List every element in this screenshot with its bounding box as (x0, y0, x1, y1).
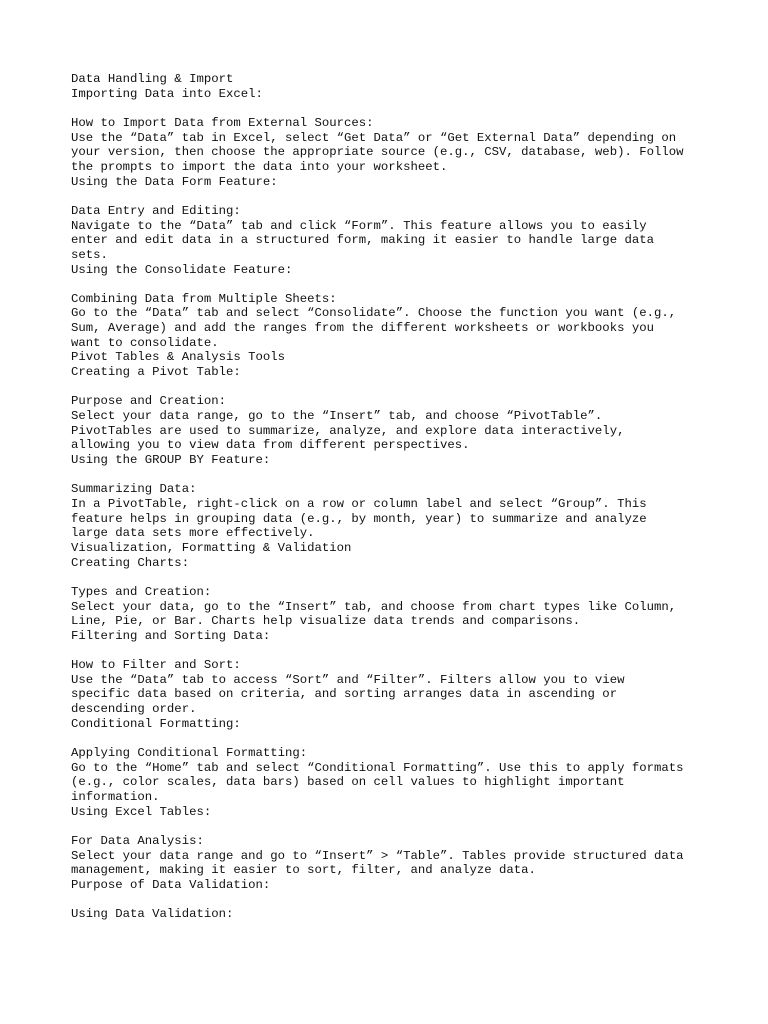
text-line: Using the GROUP BY Feature: (71, 453, 271, 467)
text-line: Filtering and Sorting Data: (71, 628, 271, 643)
text-line: How to Filter and Sort: (71, 658, 241, 673)
text-line: Data Entry and Editing: (71, 203, 241, 218)
text-line (71, 380, 731, 395)
text-line: Purpose of Data Validation: (71, 877, 271, 892)
text-line (71, 644, 731, 659)
text-line (71, 189, 731, 204)
text-line: Pivot Tables & Analysis Tools (71, 350, 286, 365)
text-line: Line, Pie, or Bar. Charts help visualize data trends and comparisons. (71, 614, 581, 629)
text-line: Go to the “Data” tab and select “Consolidate”. Choose the function you want (e.g., (71, 306, 677, 321)
text-line: Conditional Formatting: (71, 716, 241, 731)
text-line: For Data Analysis: (71, 833, 204, 848)
text-line: Importing Data into Excel: (71, 86, 263, 101)
text-line: Combining Data from Multiple Sheets: (71, 291, 337, 306)
text-line: Go to the “Home” tab and select “Conditional Formatting”. Use this to apply formats (71, 760, 684, 775)
text-line: Creating Charts: (71, 555, 190, 570)
text-line (71, 277, 731, 292)
text-line: PivotTables are used to summarize, analyze, and explore data interactively, (71, 423, 625, 438)
text-line (71, 101, 731, 116)
text-line: management, making it easier to sort, filter, and analyze data. (71, 863, 536, 878)
text-line: large data sets more effectively. (71, 526, 315, 541)
text-line: Use the “Data” tab in Excel, select “Get Data” or “Get External Data” depending on (71, 130, 677, 145)
text-line: the prompts to import the data into your worksheet. (71, 159, 448, 174)
text-line (71, 468, 731, 483)
text-line: sets. (71, 247, 108, 262)
text-line: Select your data range and go to “Insert” > “Table”. Tables provide structured data (71, 848, 684, 863)
text-line: enter and edit data in a structured form, making it easier to handle large data (71, 233, 654, 248)
text-line: Using Data Validation: (71, 907, 234, 922)
text-line (71, 570, 731, 585)
text-line: Purpose and Creation: (71, 394, 226, 409)
text-line: Navigate to the “Data” tab and click “Form”. This feature allows you to easily (71, 218, 647, 233)
text-line: Select your data, go to the “Insert” tab, and choose from chart types like Column, (71, 599, 677, 614)
text-line: Using Excel Tables: (71, 804, 212, 819)
text-line: Use the “Data” tab to access “Sort” and “Filter”. Filters allow you to view (71, 672, 625, 687)
text-line: Types and Creation: (71, 584, 212, 599)
text-line: Applying Conditional Formatting: (71, 746, 308, 761)
text-line: (e.g., color scales, data bars) based on cell values to highlight important (71, 775, 625, 790)
text-line (71, 731, 731, 746)
text-line: allowing you to view data from different perspectives. (71, 438, 470, 453)
document-text (71, 72, 731, 922)
text-line: Select your data range, go to the “Insert” tab, and choose “PivotTable”. (71, 409, 603, 424)
text-line: In a PivotTable, right-click on a row or column label and select “Group”. This (71, 496, 647, 511)
text-line: Creating a Pivot Table: (71, 365, 241, 380)
text-line: want to consolidate. (71, 335, 219, 350)
text-line: Using the Consolidate Feature: (71, 262, 293, 277)
text-line: feature helps in grouping data (e.g., by month, year) to summarize and analyze (71, 511, 647, 526)
text-line: Data Handling & Import (71, 72, 234, 86)
text-line (71, 819, 731, 834)
text-line (71, 893, 731, 908)
text-line: Visualization, Formatting & Validation (71, 540, 352, 555)
text-line: information. (71, 790, 160, 805)
text-line: Sum, Average) and add the ranges from the different worksheets or workbooks you (71, 321, 654, 336)
text-line: descending order. (71, 702, 197, 717)
text-line: your version, then choose the appropriate source (e.g., CSV, database, web). Follow (71, 145, 684, 160)
text-line: specific data based on criteria, and sorting arranges data in ascending or (71, 687, 618, 702)
text-line: Using the Data Form Feature: (71, 174, 278, 189)
text-line: How to Import Data from External Sources: (71, 115, 374, 130)
text-line: Summarizing Data: (71, 482, 197, 497)
